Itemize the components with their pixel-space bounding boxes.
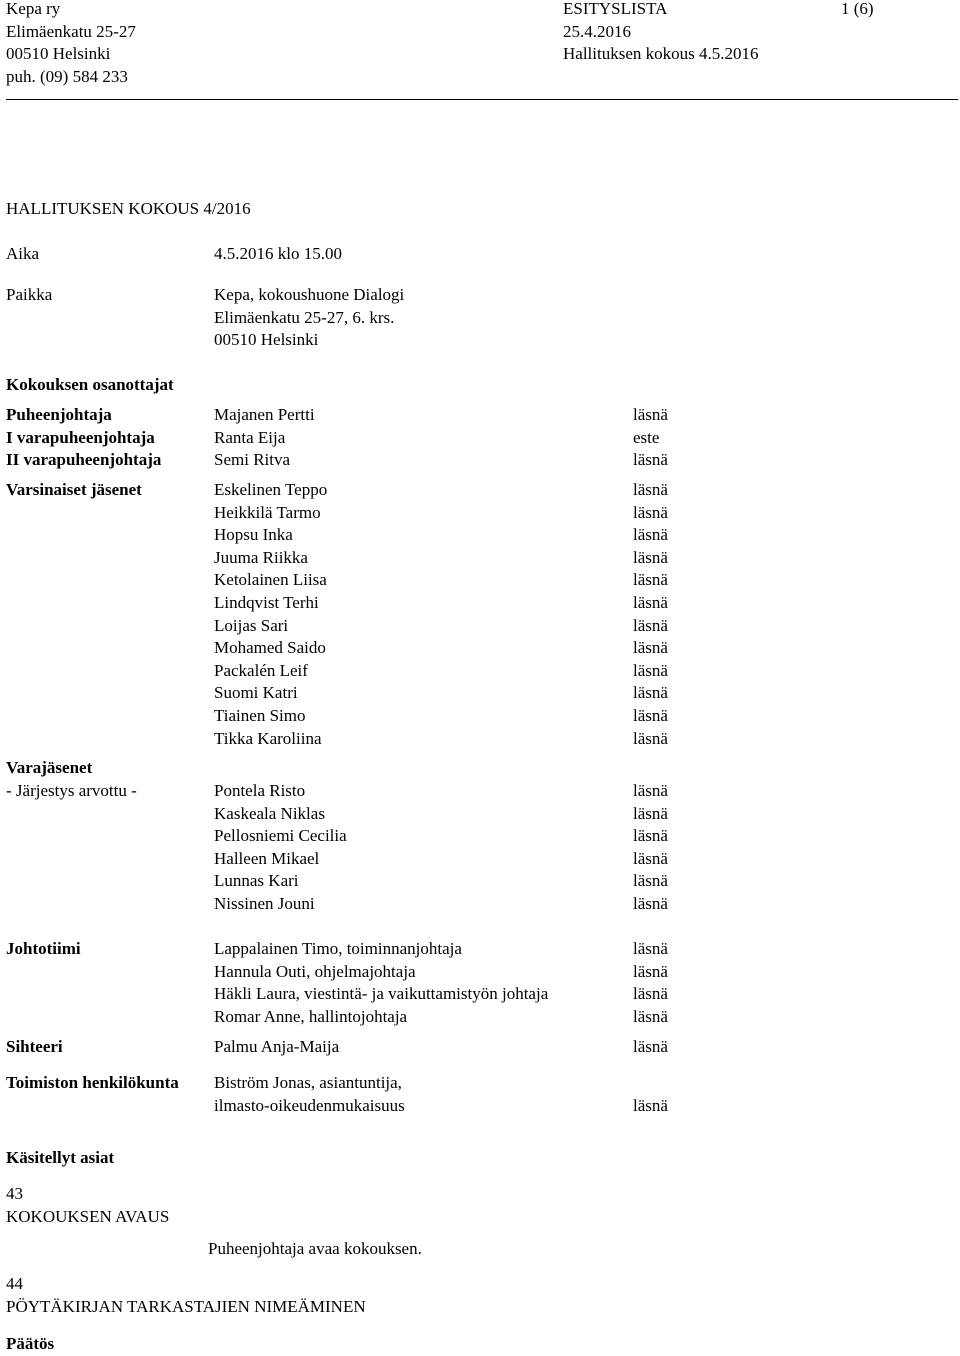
agenda-item-number: 44: [6, 1274, 23, 1293]
deputies-label: Varajäsenet: [6, 758, 93, 777]
agenda-item-number: 43: [6, 1184, 23, 1203]
list-item: Eskelinen Teppo: [214, 480, 328, 499]
list-item: Häkli Laura, viestintä- ja vaikuttamistyön johtaja: [214, 984, 549, 1004]
time-value: 4.5.2016 klo 15.00: [214, 244, 342, 263]
secretary-name: Palmu Anja-Maija: [214, 1037, 340, 1056]
list-item: Halleen Mikael: [214, 848, 320, 868]
management-label: Johtotiimi: [6, 939, 81, 958]
list-item: Kaskeala Niklas: [214, 803, 325, 823]
org-phone: puh. (09) 584 233: [6, 66, 128, 86]
list-item: Romar Anne, hallintojohtaja: [214, 1006, 408, 1026]
agenda-item-title: PÖYTÄKIRJAN TARKASTAJIEN NIMEÄMINEN: [6, 1297, 366, 1316]
list-item: Heikkilä Tarmo: [214, 502, 321, 522]
place-label: Paikka: [6, 285, 53, 304]
management-statuses: läsnä läsnä läsnä läsnä: [633, 939, 668, 1026]
deputies-note: - Järjestys arvottu -: [6, 781, 137, 800]
staff-label: Toimiston henkilökunta: [6, 1073, 179, 1092]
list-item: Lindqvist Terhi: [214, 592, 319, 612]
agenda-item-text: Puheenjohtaja avaa kokouksen.: [208, 1239, 422, 1258]
list-item: Packalén Leif: [214, 660, 308, 680]
member-names: [214, 479, 327, 750]
place-value: Kepa, kokoushuone Dialogi Elimäenkatu 25-27, 6. krs. 00510 Helsinki: [214, 285, 405, 350]
deputy-statuses: läsnä läsnä läsnä läsnä läsnä läsnä: [633, 781, 668, 913]
officer-names: Majanen Pertti Ranta Eija Semi Ritva: [214, 405, 315, 470]
list-item: Pontela Risto: [214, 781, 306, 800]
management-names: [214, 938, 548, 1028]
agenda-item-title: KOKOUKSEN AVAUS: [6, 1207, 170, 1226]
list-item: Tiainen Simo: [214, 705, 306, 725]
doc-date: 25.4.2016: [563, 21, 631, 41]
meeting-ref: Hallituksen kokous 4.5.2016: [563, 44, 759, 64]
participants-heading: Kokouksen osanottajat: [6, 375, 174, 394]
header-divider: [6, 99, 958, 100]
list-item: Tikka Karoliina: [214, 728, 322, 748]
secretary-status: läsnä: [633, 1037, 668, 1056]
list-item: Juuma Riikka: [214, 547, 308, 567]
list-item: Lunnas Kari: [214, 871, 299, 891]
org-address: [6, 0, 136, 88]
doc-type: ESITYSLISTA: [563, 0, 668, 18]
list-item: Hannula Outi, ohjelmajohtaja: [214, 961, 416, 981]
org-name: Kepa ry: [6, 0, 61, 18]
list-item: Ketolainen Liisa: [214, 570, 327, 590]
staff-status: läsnä: [633, 1096, 668, 1115]
deputy-names: [214, 780, 347, 916]
list-item: Loijas Sari: [214, 615, 289, 635]
officer-roles: Puheenjohtaja I varapuheenjohtaja II varapuheenjohtaja: [6, 405, 162, 470]
org-postal: 00510 Helsinki: [6, 44, 111, 64]
agenda-heading: Käsitellyt asiat: [6, 1148, 115, 1167]
meeting-title: HALLITUKSEN KOKOUS 4/2016: [6, 199, 251, 218]
list-item: Nissinen Jouni: [214, 893, 315, 913]
list-item: Hopsu Inka: [214, 525, 293, 545]
page-number: 1 (6): [841, 0, 874, 18]
time-label: Aika: [6, 244, 40, 263]
list-item: Pellosniemi Cecilia: [214, 826, 347, 846]
list-item: Suomi Katri: [214, 683, 298, 703]
doc-meta: [563, 0, 759, 66]
member-statuses: läsnä läsnä läsnä läsnä läsnä läsnä läsnä läsnä läsnä läsnä läsnä läsnä: [633, 480, 668, 748]
secretary-label: Sihteeri: [6, 1037, 63, 1056]
officer-statuses: läsnä este läsnä: [633, 405, 668, 470]
org-street: Elimäenkatu 25-27: [6, 21, 136, 41]
list-item: Mohamed Saido: [214, 638, 326, 658]
decision-label: Päätös: [6, 1334, 55, 1353]
list-item: Lappalainen Timo, toiminnanjohtaja: [214, 939, 462, 958]
staff-name: Biström Jonas, asiantuntija, ilmasto-oikeudenmukaisuus: [214, 1073, 405, 1115]
members-label: Varsinaiset jäsenet: [6, 480, 142, 499]
